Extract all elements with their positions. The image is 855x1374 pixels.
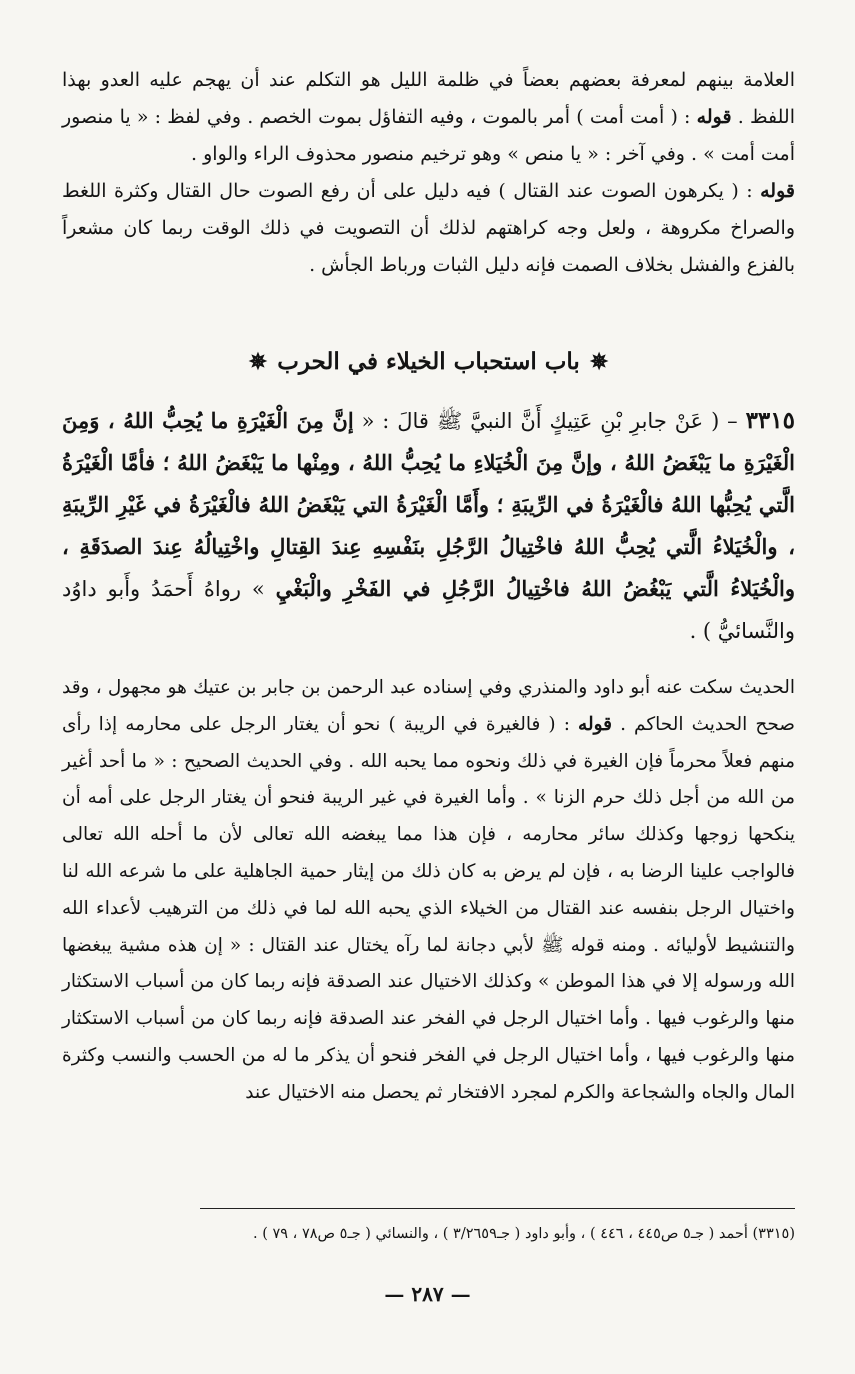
star-ornament-icon: ✵	[248, 349, 268, 375]
hadith-number: ٣٣١٥	[745, 407, 795, 434]
hadith-matn: إنَّ مِنَ الْغَيْرَةِ ما يُحِبُّ اللهُ ، وَمِنَ الْغَيْرَةِ ما يَبْغَضُ اللهُ ، وإنَّ مِنَ الْخُيَلاءِ ما يُحِبُّ اللهُ ، ومِنْها ما يَبْغَضُ اللهُ ؛ فأمَّا الْغَيْرَةُ الَّتي يُحِبُّها اللهُ فالْغَيْرَةُ في الرِّيبَةِ ؛ وأَمَّا الْغَيْرَةُ التي يَبْغَضُ اللهُ فالْغَيْرَةُ في غَيْرِ الرِّيبَةِ ، والْخُيَلاءُ الَّتي يُحِبُّ اللهُ فاخْتِيالُ الرَّجُلِ بنَفْسِهِ عِندَ القِتالِ واخْتِيالُهُ عِندَ الصدَقَةِ ، والْخُيَلاءُ الَّتي يَبْغُضُ اللهُ فاخْتِيالُ الرَّجُلِ في الفَخْرِ والْبَغْيِ	[62, 408, 796, 601]
commentary-text: : ( فالغيرة في الريبة ) نحو أن يغتار الرجل على محارمه إذا رأى منهم فعلاً محرماً فإن الغيرة في ذلك ونحوه مما يحبه الله . وفي الحديث الصحيح : « ما أحد أغير من الله من أجل ذلك حرم الزنا » . وأما الغيرة في غير الريبة فنحو أن يغتار الرجل على أمه أن ينكحها زوجها وكذلك سائر محارمه ، فإن هذا مما يبغضه الله تعالى لأن ما أحله الله تعالى فالواجب علينا الرضا به ، فإن لم يرض به كان ذلك من إيثار حمية الجاهلية على ما شرعه الله لنا واختيال الرجل بنفسه عند القتال من الخيلاء الذي يحبه الله لما في ذلك من الترهيب لأعداء الله والتنشيط لأوليائه . ومنه قوله ﷺ لأبي دجانة لما رآه يختال عند القتال : « إن هذه مشية يبغضها الله ورسوله إلا في هذا الموطن » وكذلك الاختيال عند الصدقة فإنه ربما كان من أسباب الاستكثار منها والرغوب فيها . وأما اختيال الرجل في الفخر عند الصدقة فإنه ربما كان من أسباب الاستكثار منها والرغوب فيها ، وأما اختيال الرجل في الفخر فنحو أن يذكر ما له من الحسب والنسب وكثرة المال والجاه والشجاعة والكرم لمجرد الافتخار ثم يحصل منه الاختيال عند	[62, 713, 795, 1103]
chapter-title: باب استحباب الخيلاء في الحرب	[277, 348, 580, 375]
footnote-divider	[200, 1208, 795, 1209]
page-number: — ٢٨٧ —	[384, 1282, 471, 1306]
commentary-text: الحديث سكت عنه أبو داود والمنذري وفي إسناده عبد الرحمن بن جابر بن عتيك هو مجهول ، وقد صحح الحديث الحاكم .	[62, 677, 795, 735]
commentary-paragraph	[62, 670, 795, 1112]
paragraph-text: : ( يكرهون الصوت عند القتال ) فيه دليل على أن رفع الصوت حال القتال وكثرة اللغط والصراخ مكروهة ، ولعل وجه كراهتهم لذلك أن التصويت في ذلك الوقت ربما كان مشعراً بالفزع والفشل بخلاف الصمت فإنه دليل الثبات ورباط الجأش .	[62, 180, 795, 276]
paragraph-text: : ( أمت أمت ) أمر بالموت ، وفيه التفاؤل بموت الخصم . وفي لفظ : « يا منصور أمت أمت » . وفي آخر : « يا منص » وهو ترخيم منصور محذوف الراء والواو .	[62, 106, 795, 165]
footnote: (٣٣١٥) أحمد ( جـ٥ ص٤٤٥ ، ٤٤٦ ) ، وأبو داود ( جـ٣/٢٦٥٩ ) ، والنسائي ( جـ٥ ص٧٨ ، ٧٩ ) .	[252, 1226, 795, 1242]
chapter-heading	[62, 345, 795, 379]
hadith-intro: – ( عَنْ جابرِ بْنِ عَتِيكٍ أَنَّ النبيَّ ﷺ قالَ : «	[361, 409, 738, 433]
qawluhu-keyword: قوله	[578, 713, 612, 735]
hadith-text	[62, 400, 795, 652]
qawluhu-keyword: قوله	[696, 106, 732, 128]
star-ornament-icon: ✵	[589, 349, 609, 375]
hadith-outro: » رواهُ أَحمَدُ وأَبو داوُد والنَّسائيُّ ) .	[62, 577, 795, 643]
opening-paragraph	[62, 62, 795, 284]
qawluhu-keyword: قوله	[760, 180, 795, 202]
paragraph-text: العلامة بينهم لمعرفة بعضهم بعضاً في ظلمة الليل هو التكلم عند أن يهجم عليه العدو بهذا اللفظ .	[62, 69, 795, 128]
